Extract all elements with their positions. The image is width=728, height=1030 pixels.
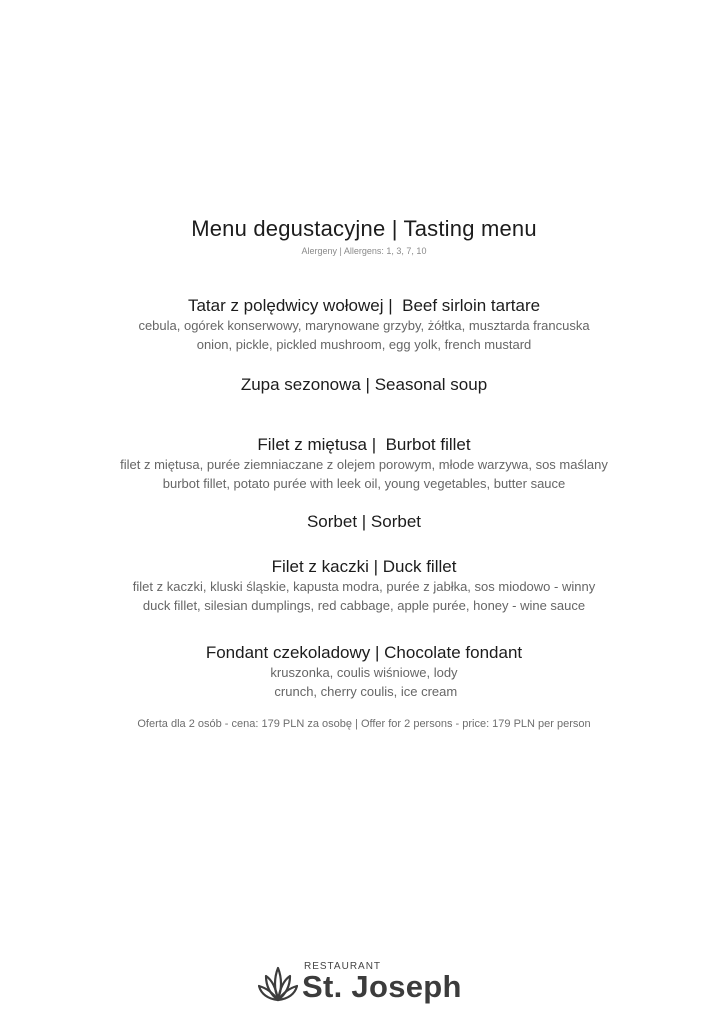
course-description-en: burbot fillet, potato purée with leek oil, young vegetables, butter sauce: [162, 475, 566, 491]
course-description-pl: filet z miętusa, purée ziemniaczane z olejem porowym, młode warzywa, sos maślany: [120, 457, 608, 472]
course-name: Zupa sezonowa | Seasonal soup: [240, 375, 488, 394]
price-offer: Oferta dla 2 osób - cena: 179 PLN za osobę | Offer for 2 persons - price: 179 PLN per person: [137, 718, 591, 730]
course-description-pl: filet z kaczki, kluski śląskie, kapusta modra, purée z jabłka, sos miodowo - winny: [132, 579, 596, 594]
course-description-en: crunch, cherry coulis, ice cream: [270, 683, 458, 699]
course-soup: [0, 374, 728, 396]
allergens-note: Alergeny | Allergens: 1, 3, 7, 10: [301, 246, 427, 256]
menu-title: Menu degustacyjne | Tasting menu: [191, 216, 537, 241]
lotus-leaf-icon: [258, 964, 298, 1004]
restaurant-logo: [258, 958, 478, 1008]
course-name: Tatar z polędwicy wołowej | Beef sirloin tartare: [187, 296, 541, 315]
course-name: Sorbet | Sorbet: [306, 512, 422, 531]
course-description-pl: cebula, ogórek konserwowy, marynowane grzyby, żółtka, musztarda francuska: [138, 318, 590, 333]
logo-subtitle: RESTAURANT: [304, 961, 382, 972]
course-fondant: [0, 642, 728, 701]
course-sorbet: [0, 511, 728, 533]
course-description-pl: kruszonka, coulis wiśniowe, lody: [270, 665, 458, 680]
logo-wordmark: St. Joseph: [302, 969, 462, 1004]
course-description-en: onion, pickle, pickled mushroom, egg yolk, french mustard: [196, 336, 532, 352]
course-name: Filet z miętusa | Burbot fillet: [257, 435, 471, 454]
course-tartare: [0, 295, 728, 354]
course-burbot: [0, 434, 728, 493]
course-name: Filet z kaczki | Duck fillet: [271, 557, 457, 576]
course-duck: [0, 556, 728, 615]
course-description-en: duck fillet, silesian dumplings, red cabbage, apple purée, honey - wine sauce: [142, 597, 586, 613]
course-name: Fondant czekoladowy | Chocolate fondant: [205, 643, 523, 662]
